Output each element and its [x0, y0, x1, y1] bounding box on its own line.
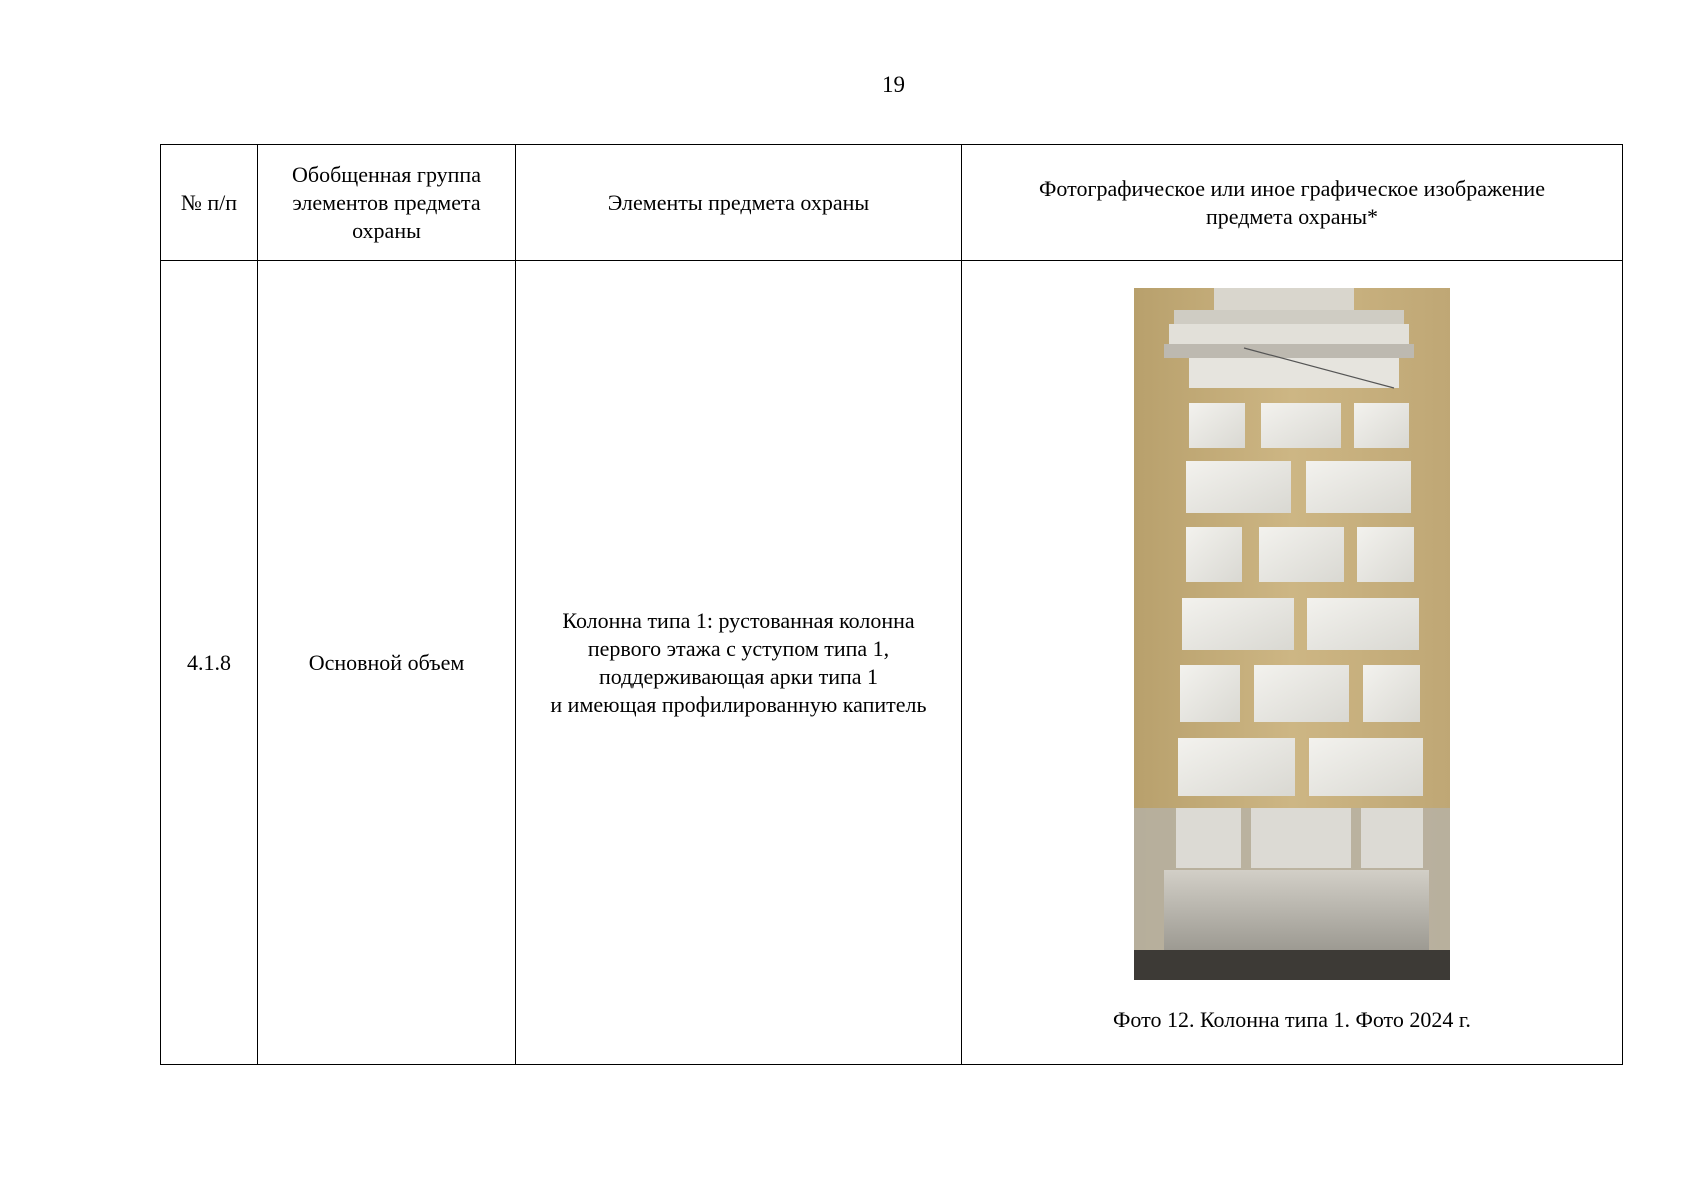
table-row — [161, 261, 1623, 1065]
row-elements-line-1: Колонна типа 1: рустованная колонна — [562, 607, 915, 633]
header-elements: Элементы предмета охраны — [516, 145, 962, 261]
row-elements-line-2: первого этажа с уступом типа 1, — [587, 635, 890, 661]
heritage-table — [160, 144, 1623, 1065]
row-elements-line-4: и имеющая профилированную капитель — [550, 691, 927, 717]
table-header-row — [161, 145, 1623, 261]
rusticated-column-photo-icon — [1134, 288, 1450, 980]
row-group: Основной объем — [258, 261, 516, 1065]
page-number: 19 — [882, 72, 905, 97]
row-num: 4.1.8 — [161, 261, 258, 1065]
row-elements-line-3: поддерживающая арки типа 1 — [598, 663, 879, 689]
row-elements — [516, 261, 962, 1065]
row-photo-cell — [962, 261, 1623, 1065]
header-group: Обобщенная группа элементов предмета охраны — [258, 145, 516, 261]
column-photo — [1134, 288, 1450, 980]
header-num: № п/п — [161, 145, 258, 261]
photo-caption: Фото 12. Колонна типа 1. Фото 2024 г. — [1113, 1007, 1471, 1032]
header-image: Фотографическое или иное графическое изображение предмета охраны* — [962, 145, 1623, 261]
